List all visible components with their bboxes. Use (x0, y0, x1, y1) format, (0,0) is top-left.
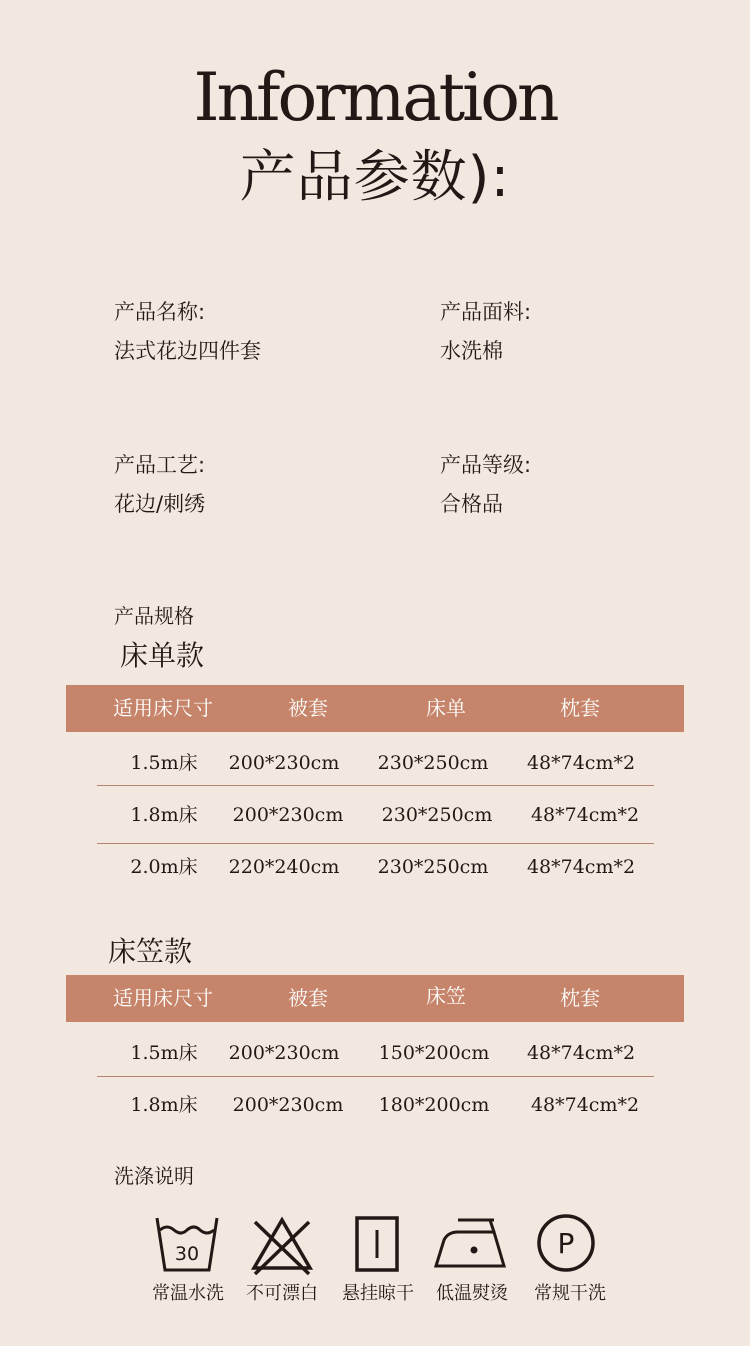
grade-label: 产品等级: (440, 453, 532, 477)
dry-clean-p-icon (533, 1210, 603, 1280)
table-cell: 200*230cm (228, 1042, 340, 1064)
low-iron-icon (432, 1210, 510, 1280)
table-cell: 1.5m床 (130, 1042, 198, 1064)
table-row (0, 853, 750, 881)
care-label: 不可漂白 (246, 1283, 318, 1304)
name-label: 产品名称: (114, 300, 206, 324)
table-cell: 2.0m床 (130, 856, 198, 878)
table-cell: 48*74cm*2 (526, 1042, 636, 1064)
sheet-table-header (66, 685, 684, 732)
table-cell: 48*74cm*2 (530, 1094, 640, 1116)
fitted-table-title: 床笠款 (108, 935, 193, 968)
craft-label: 产品工艺: (114, 453, 206, 477)
header-cell: 枕套 (560, 696, 600, 720)
fabric-value: 水洗棉 (440, 339, 503, 363)
spec-section-title: 产品规格 (114, 604, 194, 628)
table-cell: 48*74cm*2 (526, 752, 636, 774)
care-label: 低温熨烫 (436, 1283, 508, 1304)
dry-clean-letter: P (557, 1227, 575, 1260)
care-label: 常规干洗 (534, 1283, 606, 1304)
care-label: 常温水洗 (152, 1283, 224, 1304)
hang-dry-icon (342, 1210, 412, 1280)
craft-value: 花边/刺绣 (114, 492, 206, 516)
table-cell: 1.8m床 (130, 804, 198, 826)
header-cell: 被套 (288, 986, 328, 1010)
table-cell: 1.5m床 (130, 752, 198, 774)
page-title: 产品参数): (239, 145, 511, 210)
header-cell: 床笠 (426, 984, 466, 1008)
table-cell: 200*230cm (232, 804, 344, 826)
table-row (0, 801, 750, 829)
table-cell: 220*240cm (228, 856, 340, 878)
care-section-title: 洗涤说明 (114, 1164, 194, 1188)
table-cell: 230*250cm (381, 804, 493, 826)
table-cell: 150*200cm (378, 1042, 490, 1064)
table-row (0, 1091, 750, 1119)
header-cell: 适用床尺寸 (113, 986, 213, 1010)
header-cell: 床单 (426, 696, 466, 720)
fabric-label: 产品面料: (440, 300, 532, 324)
grade-value: 合格品 (440, 492, 503, 516)
table-cell: 48*74cm*2 (526, 856, 636, 878)
table-cell: 230*250cm (377, 856, 489, 878)
wash-temp-text: 30 (174, 1243, 200, 1265)
row-divider (97, 1076, 654, 1077)
care-label: 悬挂晾干 (342, 1283, 414, 1304)
sheet-table-title: 床单款 (120, 639, 205, 672)
table-cell: 48*74cm*2 (530, 804, 640, 826)
name-value: 法式花边四件套 (114, 339, 261, 363)
table-row (0, 749, 750, 777)
header-cell: 适用床尺寸 (113, 696, 213, 720)
table-row (0, 1039, 750, 1067)
table-cell: 1.8m床 (130, 1094, 198, 1116)
header-cell: 枕套 (560, 986, 600, 1010)
table-cell: 230*250cm (377, 752, 489, 774)
table-cell: 180*200cm (378, 1094, 490, 1116)
table-cell: 200*230cm (228, 752, 340, 774)
info-title: Information (193, 59, 557, 136)
fitted-table-header (66, 975, 684, 1022)
header-cell: 被套 (288, 696, 328, 720)
wash-30-icon (152, 1210, 222, 1280)
table-cell: 200*230cm (232, 1094, 344, 1116)
row-divider (97, 843, 654, 844)
no-bleach-icon (247, 1210, 317, 1280)
row-divider (97, 785, 654, 786)
